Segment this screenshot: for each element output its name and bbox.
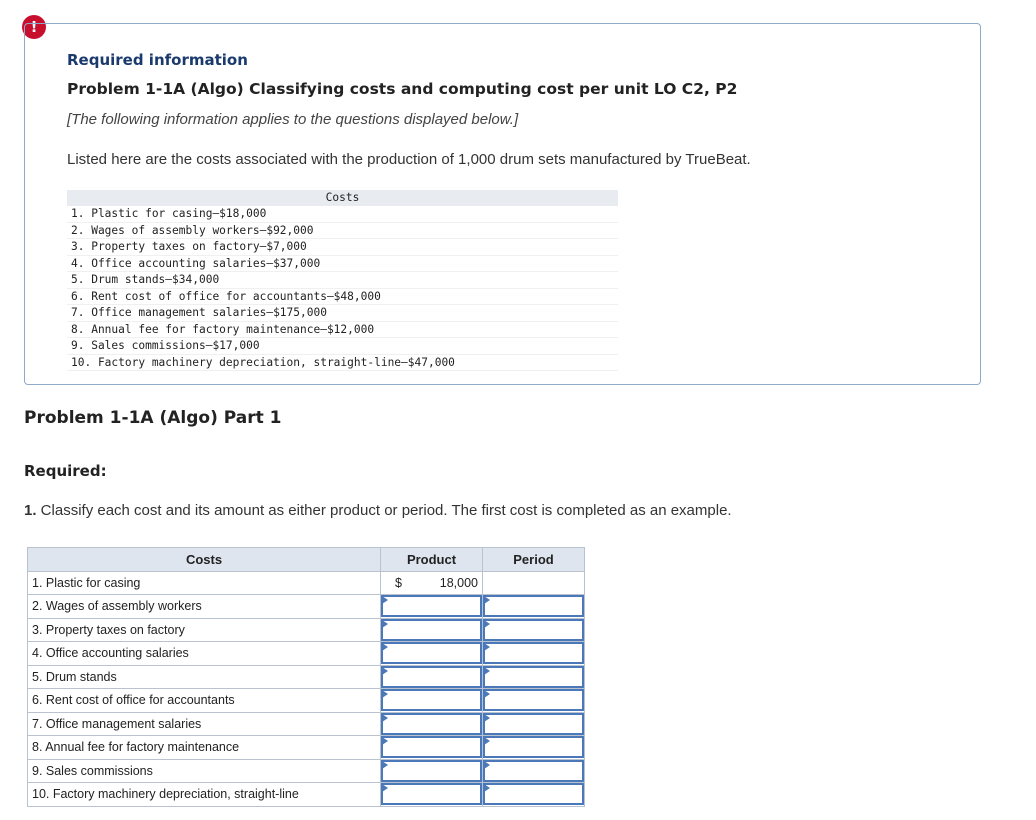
dollar-sign: $ [395, 575, 402, 590]
product-input[interactable] [381, 642, 482, 664]
cost-label: 6. Rent cost of office for accountants [28, 689, 381, 713]
classification-table [27, 547, 585, 807]
period-input[interactable] [483, 666, 584, 688]
cost-label: 9. Sales commissions [28, 759, 381, 783]
period-input[interactable] [483, 642, 584, 664]
list-item: 4. Office accounting salaries—$37,000 [67, 256, 618, 273]
part-title: Problem 1-1A (Algo) Part 1 [24, 408, 282, 428]
alert-icon: ! [22, 15, 46, 39]
cost-label: 4. Office accounting salaries [28, 642, 381, 666]
period-input[interactable] [483, 736, 584, 758]
header-period: Period [483, 548, 585, 572]
product-example-value: 18,000 [439, 575, 478, 590]
cost-label: 8. Annual fee for factory maintenance [28, 736, 381, 760]
period-input[interactable] [483, 689, 584, 711]
cost-label: 7. Office management salaries [28, 712, 381, 736]
required-info-heading: Required information [67, 51, 248, 69]
period-input[interactable] [483, 783, 584, 805]
costs-list [67, 190, 618, 371]
period-input[interactable] [483, 595, 584, 617]
table-row [28, 689, 585, 713]
period-example-cell [483, 571, 585, 595]
table-row [28, 571, 585, 595]
period-input[interactable] [483, 619, 584, 641]
list-item: 7. Office management salaries—$175,000 [67, 305, 618, 322]
period-input[interactable] [483, 760, 584, 782]
header-costs: Costs [28, 548, 381, 572]
problem-title: Problem 1-1A (Algo) Classifying costs and computing cost per unit LO C2, P2 [67, 80, 738, 98]
list-item: 9. Sales commissions—$17,000 [67, 338, 618, 355]
product-input[interactable] [381, 736, 482, 758]
product-input[interactable] [381, 713, 482, 735]
table-row [28, 595, 585, 619]
product-input[interactable] [381, 666, 482, 688]
list-item: 10. Factory machinery depreciation, straight-line—$47,000 [67, 355, 618, 372]
instruction-number: 1. [24, 502, 37, 519]
table-row [28, 618, 585, 642]
costs-list-header: Costs [67, 190, 618, 206]
table-row [28, 712, 585, 736]
list-item: 6. Rent cost of office for accountants—$48,000 [67, 289, 618, 306]
table-row [28, 665, 585, 689]
product-input[interactable] [381, 760, 482, 782]
cost-label: 10. Factory machinery depreciation, straight-line [28, 783, 381, 807]
cost-label: 5. Drum stands [28, 665, 381, 689]
product-example-cell [381, 571, 483, 595]
cost-label: 3. Property taxes on factory [28, 618, 381, 642]
table-row [28, 642, 585, 666]
cost-label: 1. Plastic for casing [28, 571, 381, 595]
instruction-body: Classify each cost and its amount as either product or period. The first cost is completed as an example. [36, 502, 732, 519]
table-row [28, 759, 585, 783]
intro-text: Listed here are the costs associated with the production of 1,000 drum sets manufactured by TrueBeat. [67, 151, 751, 168]
list-item: 5. Drum stands—$34,000 [67, 272, 618, 289]
list-item: 2. Wages of assembly workers—$92,000 [67, 223, 618, 240]
table-row [28, 736, 585, 760]
period-input[interactable] [483, 713, 584, 735]
header-product: Product [381, 548, 483, 572]
table-row [28, 783, 585, 807]
list-item: 8. Annual fee for factory maintenance—$12,000 [67, 322, 618, 339]
required-label: Required: [24, 462, 107, 480]
product-input[interactable] [381, 619, 482, 641]
info-note: [The following information applies to the questions displayed below.] [67, 111, 519, 128]
list-item: 1. Plastic for casing—$18,000 [67, 206, 618, 223]
list-item: 3. Property taxes on factory—$7,000 [67, 239, 618, 256]
instruction-text [24, 502, 732, 519]
cost-label: 2. Wages of assembly workers [28, 595, 381, 619]
product-input[interactable] [381, 783, 482, 805]
product-input[interactable] [381, 689, 482, 711]
product-input[interactable] [381, 595, 482, 617]
